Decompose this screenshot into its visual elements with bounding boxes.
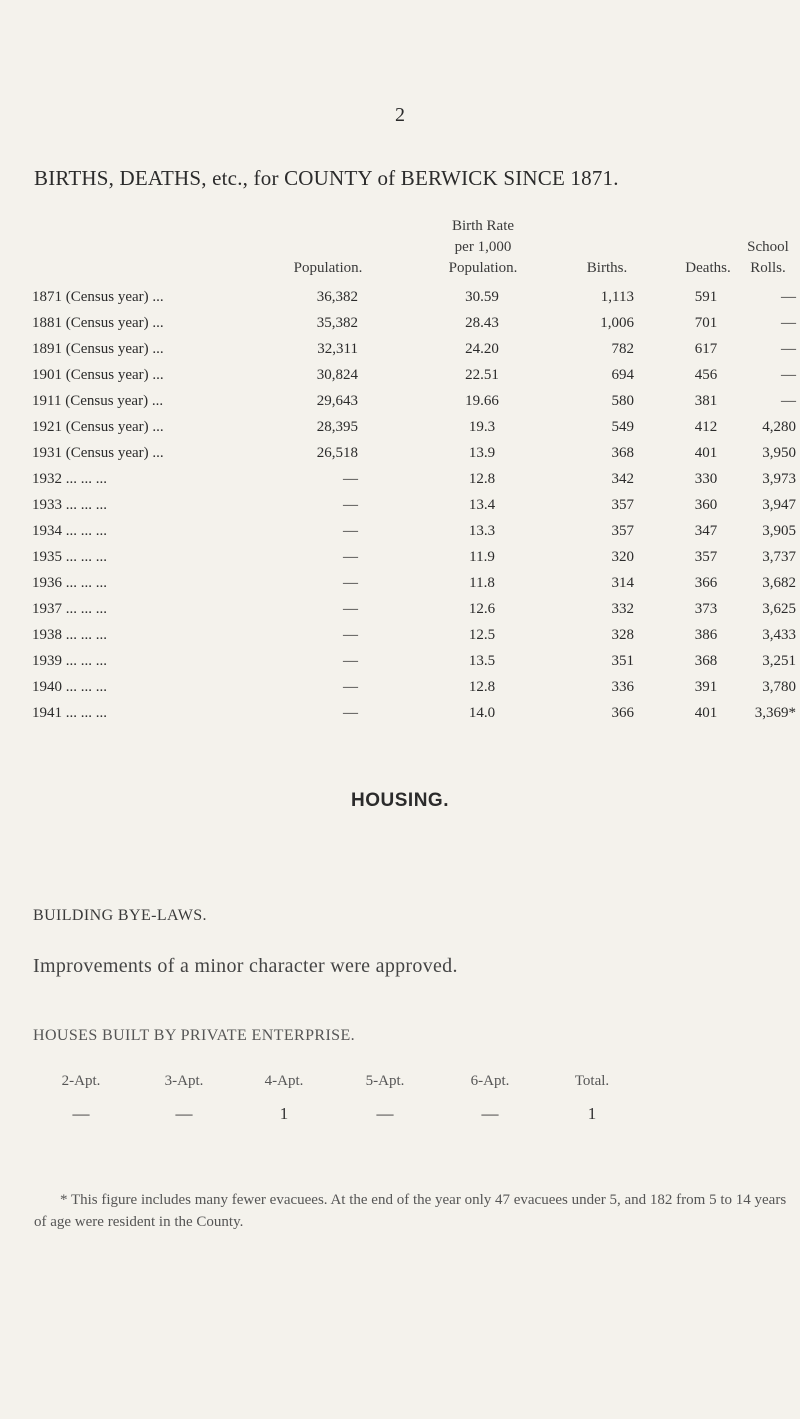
- school-rolls-cell: 3,251: [762, 653, 796, 669]
- table-row: [0, 419, 800, 443]
- school-rolls-cell: 3,682: [762, 575, 796, 591]
- births-cell: 580: [611, 393, 634, 409]
- val-4-apt: 1: [279, 1104, 289, 1123]
- deaths-cell: 330: [694, 471, 718, 487]
- birth-rate-cell: 12.5: [468, 627, 496, 643]
- table-row: [0, 367, 800, 391]
- births-cell: 342: [611, 471, 634, 487]
- table-row: [0, 497, 800, 521]
- population-cell: —: [343, 627, 358, 643]
- births-cell: 357: [611, 497, 634, 513]
- birth-rate-cell: 22.51: [465, 367, 499, 383]
- birth-rate-cell: 13.4: [468, 497, 496, 513]
- col-6-apt: 6-Apt.: [470, 1073, 510, 1089]
- school-rolls-cell: —: [781, 393, 796, 409]
- year-cell: 1937 ... ... ...: [32, 601, 107, 617]
- population-cell: —: [343, 601, 358, 617]
- population-cell: —: [343, 653, 358, 669]
- header-births-label: Births.: [586, 260, 628, 276]
- deaths-cell: 357: [694, 549, 718, 565]
- year-cell: 1938 ... ... ...: [32, 627, 107, 643]
- population-cell: 29,643: [316, 393, 358, 409]
- birth-rate-cell: 12.6: [468, 601, 496, 617]
- population-cell: —: [343, 679, 358, 695]
- col-4-apt: 4-Apt.: [264, 1073, 304, 1089]
- school-rolls-cell: 3,905: [762, 523, 796, 539]
- school-rolls-cell: —: [781, 341, 796, 357]
- header-population-label: Population.: [293, 260, 363, 276]
- births-cell: 351: [611, 653, 634, 669]
- school-rolls-cell: 3,950: [762, 445, 796, 461]
- deaths-cell: 381: [694, 393, 718, 409]
- birth-rate-cell: 13.9: [468, 445, 496, 461]
- header-school-line1: School: [747, 239, 789, 255]
- birth-rate-cell: 11.8: [469, 575, 495, 591]
- deaths-cell: 401: [694, 705, 718, 721]
- deaths-cell: 391: [694, 679, 718, 695]
- birth-rate-cell: 12.8: [468, 679, 496, 695]
- school-rolls-cell: 3,433: [762, 627, 796, 643]
- deaths-cell: 591: [694, 289, 718, 305]
- year-cell: 1891 (Census year) ...: [32, 341, 164, 357]
- col-2-apt: 2-Apt.: [61, 1073, 101, 1089]
- births-cell: 368: [611, 445, 634, 461]
- table-row: [0, 315, 800, 339]
- bye-laws-text: Improvements of a minor character were approved.: [33, 955, 458, 977]
- table-row: [0, 549, 800, 573]
- table-row: [0, 445, 800, 469]
- housing-heading: HOUSING.: [351, 790, 449, 811]
- school-rolls-cell: 3,973: [762, 471, 796, 487]
- col-total: Total.: [574, 1073, 610, 1089]
- table-row: [0, 575, 800, 599]
- school-rolls-cell: 3,737: [762, 549, 796, 565]
- val-total: 1: [587, 1104, 597, 1123]
- school-rolls-cell: 3,780: [762, 679, 796, 695]
- population-cell: 35,382: [316, 315, 358, 331]
- header-births: [572, 258, 642, 279]
- header-deaths-label: Deaths.: [685, 260, 731, 276]
- col-5-apt: 5-Apt.: [365, 1073, 405, 1089]
- births-cell: 336: [611, 679, 634, 695]
- page-title: BIRTHS, DEATHS, etc., for COUNTY of BERWICK SINCE 1871.: [34, 166, 619, 190]
- population-cell: —: [343, 523, 358, 539]
- population-cell: —: [343, 549, 358, 565]
- birth-rate-cell: 13.3: [468, 523, 496, 539]
- births-cell: 357: [611, 523, 634, 539]
- bye-laws-heading: BUILDING BYE-LAWS.: [33, 907, 207, 924]
- private-enterprise-heading: HOUSES BUILT BY PRIVATE ENTERPRISE.: [33, 1027, 356, 1044]
- year-cell: 1871 (Census year) ...: [32, 289, 164, 305]
- school-rolls-cell: 4,280: [762, 419, 796, 435]
- births-cell: 332: [611, 601, 634, 617]
- birth-rate-cell: 14.0: [468, 705, 496, 721]
- table-row: [0, 627, 800, 651]
- deaths-cell: 401: [694, 445, 718, 461]
- table-row: [0, 471, 800, 495]
- births-cell: 549: [611, 419, 634, 435]
- header-school-line2: Rolls.: [750, 260, 786, 276]
- year-cell: 1881 (Census year) ...: [32, 315, 164, 331]
- deaths-cell: 386: [694, 627, 718, 643]
- birth-rate-cell: 19.66: [465, 393, 499, 409]
- school-rolls-cell: —: [781, 315, 796, 331]
- deaths-cell: 456: [694, 367, 718, 383]
- population-cell: —: [343, 575, 358, 591]
- year-cell: 1931 (Census year) ...: [32, 445, 164, 461]
- birth-rate-cell: 12.8: [468, 471, 496, 487]
- year-cell: 1939 ... ... ...: [32, 653, 107, 669]
- deaths-cell: 373: [694, 601, 718, 617]
- births-cell: 1,113: [600, 289, 634, 305]
- header-birth-rate-line1: Birth Rate: [451, 218, 515, 234]
- deaths-cell: 347: [694, 523, 718, 539]
- header-birth-rate-line2: per 1,000: [454, 239, 512, 255]
- table-row: [0, 523, 800, 547]
- births-cell: 1,006: [600, 315, 634, 331]
- table-row: [0, 679, 800, 703]
- deaths-cell: 701: [694, 315, 718, 331]
- births-cell: 782: [611, 341, 634, 357]
- year-cell: 1901 (Census year) ...: [32, 367, 164, 383]
- header-deaths: [672, 258, 744, 279]
- val-6-apt: —: [481, 1104, 499, 1123]
- page-number: 2: [395, 104, 405, 126]
- school-rolls-cell: 3,947: [762, 497, 796, 513]
- year-cell: 1921 (Census year) ...: [32, 419, 164, 435]
- year-cell: 1934 ... ... ...: [32, 523, 107, 539]
- school-rolls-cell: —: [781, 367, 796, 383]
- table-row: [0, 601, 800, 625]
- table-row: [0, 653, 800, 677]
- school-rolls-cell: 3,369*: [754, 705, 796, 721]
- val-3-apt: —: [175, 1104, 193, 1123]
- deaths-cell: 368: [694, 653, 718, 669]
- col-3-apt: 3-Apt.: [164, 1073, 204, 1089]
- birth-rate-cell: 13.5: [468, 653, 496, 669]
- year-cell: 1911 (Census year) ...: [32, 393, 164, 409]
- deaths-cell: 617: [694, 341, 718, 357]
- footnote: * This figure includes many fewer evacuees. At the end of the year only 47 evacuees under 5, and 182 from 5 to 14 years of age were resident in the County.: [34, 1192, 787, 1230]
- year-cell: 1936 ... ... ...: [32, 575, 107, 591]
- birth-rate-cell: 30.59: [465, 289, 499, 305]
- school-rolls-cell: —: [781, 289, 796, 305]
- population-cell: 36,382: [316, 289, 358, 305]
- val-2-apt: —: [72, 1104, 90, 1123]
- population-cell: 28,395: [316, 419, 358, 435]
- births-cell: 314: [611, 575, 634, 591]
- deaths-cell: 412: [694, 419, 718, 435]
- year-cell: 1940 ... ... ...: [32, 679, 107, 695]
- births-cell: 366: [611, 705, 634, 721]
- population-cell: 32,311: [317, 341, 358, 357]
- year-cell: 1933 ... ... ...: [32, 497, 107, 513]
- table-row: [0, 705, 800, 729]
- population-cell: 26,518: [316, 445, 358, 461]
- population-cell: —: [343, 471, 358, 487]
- population-cell: 30,824: [316, 367, 358, 383]
- header-birth-rate-line3: Population.: [448, 260, 518, 276]
- header-population: [268, 258, 388, 279]
- header-school-rolls: [736, 237, 800, 279]
- births-cell: 328: [611, 627, 634, 643]
- population-cell: —: [343, 705, 358, 721]
- birth-rate-cell: 28.43: [465, 315, 499, 331]
- header-birth-rate: [420, 216, 546, 279]
- population-cell: —: [343, 497, 358, 513]
- births-cell: 694: [611, 367, 634, 383]
- table-row: [0, 393, 800, 417]
- birth-rate-cell: 11.9: [469, 549, 495, 565]
- val-5-apt: —: [376, 1104, 394, 1123]
- birth-rate-cell: 24.20: [465, 341, 499, 357]
- year-cell: 1935 ... ... ...: [32, 549, 107, 565]
- birth-rate-cell: 19.3: [468, 419, 496, 435]
- births-cell: 320: [611, 549, 634, 565]
- year-cell: 1941 ... ... ...: [32, 705, 107, 721]
- table-row: [0, 341, 800, 365]
- deaths-cell: 360: [694, 497, 718, 513]
- table-row: [0, 289, 800, 313]
- school-rolls-cell: 3,625: [762, 601, 796, 617]
- deaths-cell: 366: [694, 575, 718, 591]
- year-cell: 1932 ... ... ...: [32, 471, 107, 487]
